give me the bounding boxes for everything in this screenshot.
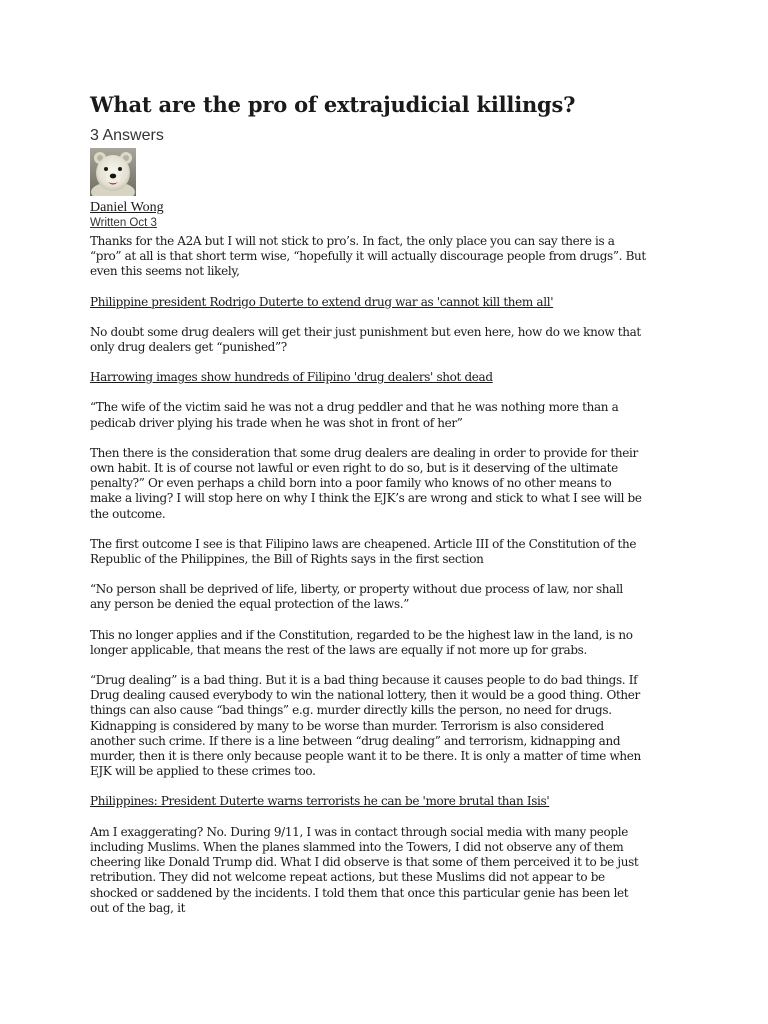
answer-paragraph: Thanks for the A2A but I will not stick to pro’s. In fact, the only place you can say there is a “pro” at all is that short term wise, “hopefully it will actually discourage people from drugs”. But even this seems not likely, [90,234,646,279]
answer-quote: “The wife of the victim said he was not a drug peddler and that he was nothing more than a pedicab driver plying his trade when he was shot in front of her” [90,400,619,430]
answer-body [90,234,646,916]
author-link[interactable]: Daniel Wong [90,200,164,215]
article-link-duterte-drug-war[interactable]: Philippine president Rodrigo Duterte to extend drug war as 'cannot kill them all' [90,294,554,309]
answer-paragraph: Am I exaggerating? No. During 9/11, I was in contact through social media with many people including Muslims. When the planes slammed into the Towers, I did not observe any of them cheering like Donald Trump did. What I did observe is that some of them perceived it to be just retribution. They did not welcome repeat actions, but these Muslims did not appear to be shocked or saddened by the incidents. I told them that once this particular genie has been let out of the bag, it [90,824,639,915]
answers-count: 3 Answers [90,127,164,144]
answer-paragraph: Then there is the consideration that some drug dealers are dealing in order to provide for their own habit. It is of course not lawful or even right to do so, but is it deserving of the ultimate penalty?” Or even perhaps a child born into a poor family who knows of no other means to make a living? I will stop here on why I think the EJK’s are wrong and stick to what I see will be the outcome. [90,445,642,521]
answer-paragraph: No doubt some drug dealers will get their just punishment but even here, how do we know that only drug dealers get “punished”? [90,324,641,355]
polar-bear-avatar-icon[interactable] [90,148,136,196]
article-link-duterte-terrorists[interactable]: Philippines: President Duterte warns terrorists he can be 'more brutal than Isis' [90,794,550,809]
written-date-link[interactable]: Written Oct 3 [90,217,157,229]
answer-paragraph: “Drug dealing” is a bad thing. But it is a bad thing because it causes people to do bad things. If Drug dealing caused everybody to win the national lottery, then it would be a good thing. Other things can also cause “bad things” e.g. murder directly kills the person, no need for drugs. Kidnapping is considered by many to be worse than murder. Terrorism is also considered another such crime. If there is a line between “drug dealing” and terrorism, kidnapping and murder, then it is there only because people want it to be there. It is only a matter of time when EJK will be applied to these crimes too. [90,673,641,779]
article-link-harrowing-images[interactable]: Harrowing images show hundreds of Filipino 'drug dealers' shot dead [90,370,493,385]
answer-page [90,90,650,916]
answer-paragraph: The first outcome I see is that Filipino laws are cheapened. Article III of the Constitution of the Republic of the Philippines, the Bill of Rights says in the first section [90,536,637,567]
answer-paragraph: This no longer applies and if the Constitution, regarded to be the highest law in the land, is no longer applicable, that means the rest of the laws are equally if not more up for grabs. [90,627,633,657]
question-title[interactable]: What are the pro of extrajudicial killings? [90,92,576,117]
answer-quote: “No person shall be deprived of life, liberty, or property without due process of law, nor shall any person be denied the equal protection of the laws.” [90,582,623,612]
